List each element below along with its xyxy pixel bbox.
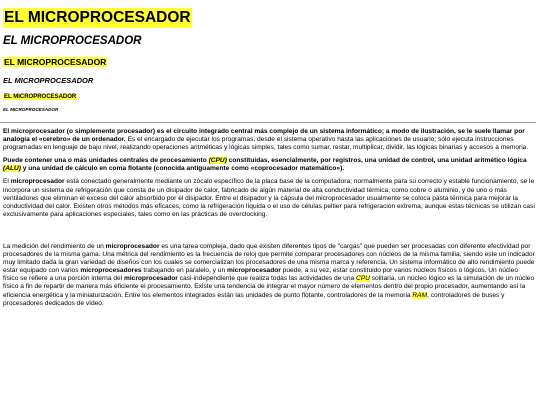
alu-highlight: (ALU) [3,165,21,173]
heading-6: EL MICROPROCESADOR [3,107,59,112]
heading-5-text: EL MICROPROCESADOR [4,94,77,100]
paragraph-cpu [3,157,535,173]
heading-3 [3,57,535,68]
p4-f: solitaria, un núcleo lógico es la simulación de un núcleo físico a fin de repartir de manera más eficiente el procesamiento. Existe una tendencia de integrar el mayor número de elementos dentro del propio procesador, aumentando así la eficiencia energética y la miniaturización. Entre los elementos integrados están las unidades de punto flotante, controladores de la memoria [3,275,535,299]
p2-c: y una unidad de cálculo en coma flotante (conocida antiguamente como «coprocesador matemático»). [20,165,345,173]
p4-e: casi-independiente que realiza todas las actividades de una [177,275,356,283]
p4-g: , controladores de buses y procesadores dedicados de vídeo. [3,291,505,307]
heading-2: EL MICROPROCESADOR [3,35,142,47]
cpu-highlight-2: CPU [356,275,370,283]
paragraph-cooling [3,178,535,218]
paragraph-performance [3,243,535,308]
p4-c: trabajando en paralelo, y un [141,267,227,275]
p4-b2: microprocesadores [80,267,142,275]
cpu-highlight: (CPU) [208,157,227,165]
p3-a: El [3,178,11,186]
p2-b: constituidas, esencialmente, por registros, una unidad de control, una unidad aritmético lógica [226,157,527,165]
paragraph-intro [3,128,535,152]
p4-b1: microprocesador [105,242,160,250]
p2-a: Puede contener una o más unidades centrales de procesamiento [3,157,209,165]
p4-b4: microprocesador [123,275,178,283]
p3-b: está conectado generalmente mediante un zócalo específico de la placa base de la computadora; normalmente para su correcto y estable funcionamiento, se le incorpora un sistema de refrigeración que consta de un disipador de calor, fabricado de algún material de alta conductividad térmica, como cobre o aluminio, y de uno o más ventiladores que eliminan el exceso del calor absorbido por el disipador. Entre el disipador y la cápsula del microprocesador usualmente se coloca pasta térmica para mejorar la conductividad del calor. Existen otros métodos más eficaces, como la refrigeración líquida o el uso de células peltier para refrigeración extrema, aunque estas técnicas se utilizan casi exclusivamente para aplicaciones especiales, tales como en las prácticas de overclocking. [3,178,535,218]
p4-b: es una tarea compleja, dado que existen diferentes tipos de "cargas" que pueden ser procesadas con diferente efectividad por procesadores de la misma gama. Una métrica del rendimiento es la frecuencia de reloj que permite comparar procesadores con núcleos de la misma familia, siendo este un indicador muy limitado dada la gran variedad de diseños con los cuales se comercializan los procesadores de una misma marca y referencia. Un sistema informático de alto rendimiento puede estar equipado con varios [3,242,535,275]
p3-bold: microprocesador [10,178,65,186]
intro-bold: El microprocesador (o simplemente procesador) es el circuito integrado central más complejo de un sistema informático; a modo de ilustración, se le suele llamar por analogía el «cerebro» de un ordenador. [3,128,525,144]
p4-a: La medición del rendimiento de un [3,242,106,250]
document [3,8,535,308]
intro-rest: Es el encargado de ejecutar los programas, desde el sistema operativo hasta las aplicaciones de usuario; sólo ejecuta instrucciones programadas en lenguaje de bajo nivel, realizando operaciones aritméticas y lógicas simples, tales como sumar, restar, multiplicar, dividir, las lógicas binarias y accesos a memoria. [3,136,529,152]
divider [0,122,536,123]
p4-b3: microprocesador [226,267,281,275]
heading-3-text: EL MICROPROCESADOR [4,57,107,67]
p4-d: puede, a su vez, estar constituido por varios núcleos físicos o lógicos. Un núcleo físico se refiere a una porción interna del [3,267,518,283]
heading-5 [3,93,535,101]
heading-4: EL MICROPROCESADOR [3,76,94,85]
heading-1: EL MICROPROCESADOR [4,9,191,26]
ram-highlight: RAM [412,291,428,299]
